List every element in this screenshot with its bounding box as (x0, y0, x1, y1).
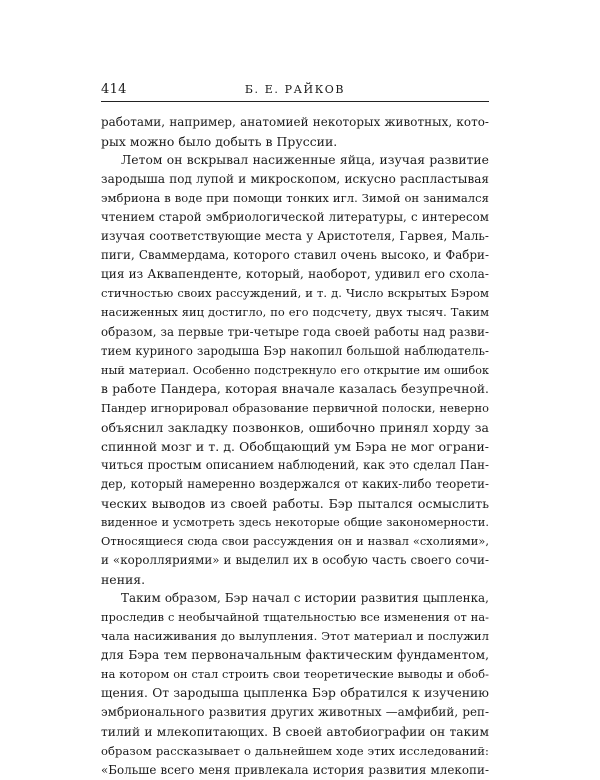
text-line: щения. От зародыша цыпленка Бэр обратился к изучению (101, 686, 489, 701)
text-line: рых можно было добыть в Пруссии. (101, 134, 338, 150)
text-line: Пандер игнорировал образование первичной полоски, неверно (101, 400, 489, 415)
text-line: для Бэра тем первоначальным фактическим фундаментом, (101, 648, 489, 663)
running-head: Б. Е. РАЙКОВ (244, 83, 346, 96)
text-line: работами, например, анатомией некоторых животных, кото- (101, 115, 489, 129)
text-line: тием куриного зародыша Бэр накопил большой наблюдатель- (101, 343, 489, 358)
text-line: стичностью своих рассуждений, и т. д. Число вскрытых Бэром (101, 286, 489, 301)
text-line: объяснил закладку позвонков, ошибочно принял хорду за (101, 419, 489, 435)
text-line: в работе Пандера, которая вначале казалась безупречной. (101, 381, 489, 396)
header-rule (101, 101, 489, 102)
text-line: «Больше всего меня привлекала история развития млекопи- (101, 762, 489, 777)
text-line: дер, который намеренно воздержался от каких-либо теорети- (101, 476, 489, 491)
text-line: чала насиживания до вылупления. Этот материал и послужил (101, 629, 489, 644)
text-line: пиги, Сваммердама, которого ставил очень высоко, и Фабри- (101, 248, 489, 263)
text-line: ция из Аквапенденте, который, наоборот, удивил его схола- (101, 267, 489, 282)
text-line: Таким образом, Бэр начал с истории развития цыпленка, (121, 591, 489, 606)
text-line: эмбрионального развития других животных —амфибий, реп- (101, 705, 489, 720)
page-header (101, 82, 489, 102)
text-line: чтением старой эмбриологической литературы, с интересом (101, 210, 489, 225)
text-line: Летом он вскрывал насиженные яйца, изучая развитие (121, 153, 489, 168)
text-line: проследив с необычайной тщательностью все изменения от на- (101, 611, 489, 625)
text-line: Относящиеся сюда свои рассуждения он и назвал «схолиями», (101, 534, 489, 549)
body-text (101, 113, 489, 780)
text-line: спинной мозг и т. д. Обобщающий ум Бэра не мог ограни- (101, 438, 489, 454)
text-line: нения. (101, 572, 146, 588)
page-number: 414 (101, 82, 127, 97)
text-line: эмбриона в воде при помощи тонких игл. Зимой он занимался (101, 191, 489, 206)
text-line: на котором он стал строить свои теоретические выводы и обоб- (101, 668, 489, 682)
text-line: образом, за первые три-четыре года своей работы над разви- (101, 324, 489, 339)
text-line: зародыша под лупой и микроскопом, искусно распластывая (101, 172, 489, 187)
text-line: ческих выводов из своей работы. Бэр пытался осмыслить (101, 495, 489, 511)
text-line: ный материал. Особенно подстрекнуло его открытие им ошибок (101, 363, 489, 377)
text-line: читься простым описанием наблюдений, как это сделал Пан- (101, 457, 489, 472)
text-line: виденное и усмотреть здесь некоторые общие закономерности. (101, 514, 489, 529)
text-line: изучая соответствующие места у Аристотеля, Гарвея, Маль- (101, 229, 489, 244)
text-line: и «королляриями» и выделил их в особую часть своего сочи- (101, 553, 489, 568)
text-line: насиженных яиц достигло, по его подсчету, двух тысяч. Таким (101, 305, 489, 320)
text-line: образом рассказывает о дальнейшем ходе этих исследований: (101, 743, 489, 758)
text-line: тилий и млекопитающих. В своей автобиографии он таким (101, 724, 489, 739)
